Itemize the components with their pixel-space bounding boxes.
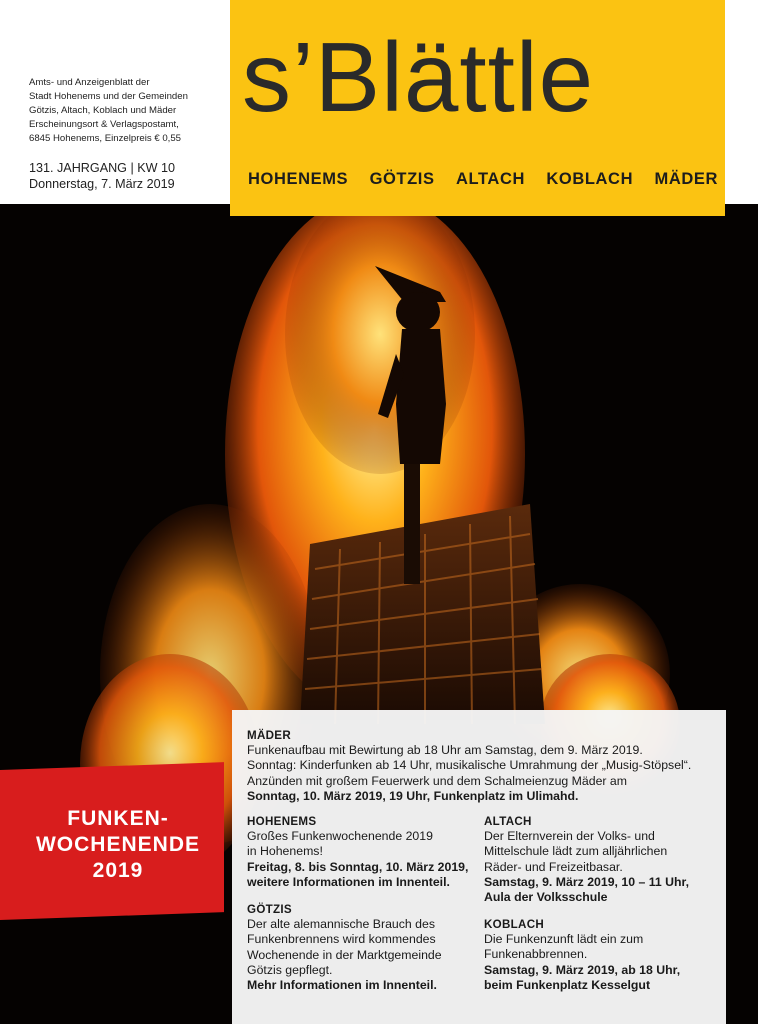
event-date: Mehr Informationen im Innenteil. bbox=[247, 978, 437, 993]
event-altach bbox=[484, 814, 719, 905]
town-label: GÖTZIS bbox=[369, 170, 435, 188]
event-goetzis bbox=[247, 902, 477, 993]
event-text: Funkenbrennens wird kommendes bbox=[247, 932, 436, 947]
masthead bbox=[230, 0, 725, 216]
event-date: Aula der Volksschule bbox=[484, 890, 608, 905]
issue-volume: 131. JAHRGANG | KW 10 bbox=[29, 161, 176, 175]
imprint bbox=[29, 76, 224, 146]
banner-line: 2019 bbox=[92, 859, 144, 882]
event-text: Götzis gepflegt. bbox=[247, 962, 333, 977]
event-date: weitere Informationen im Innenteil. bbox=[247, 874, 450, 889]
town-label: HOHENEMS bbox=[248, 170, 349, 188]
imprint-line: Amts- und Anzeigenblatt der bbox=[29, 77, 150, 88]
imprint-line: Götzis, Altach, Koblach und Mäder bbox=[29, 105, 177, 116]
event-date: Sonntag, 10. März 2019, 19 Uhr, Funkenplatz im Ulimahd. bbox=[247, 788, 579, 803]
event-text: Räder- und Freizeitbasar. bbox=[484, 859, 623, 874]
town-label: KOBLACH bbox=[546, 170, 634, 188]
event-text: Mittelschule lädt zum alljährlichen bbox=[484, 844, 668, 859]
banner-line: FUNKEN- bbox=[67, 807, 169, 830]
event-text: Anzünden mit großem Feuerwerk und dem Schalmeienzug Mäder am bbox=[247, 773, 628, 788]
town-list bbox=[248, 170, 718, 189]
imprint-line: Stadt Hohenems und der Gemeinden bbox=[29, 91, 188, 102]
imprint-line: 6845 Hohenems, Einzelpreis € 0,55 bbox=[29, 133, 181, 144]
event-date: Samstag, 9. März 2019, ab 18 Uhr, bbox=[484, 962, 681, 977]
event-maeder bbox=[247, 728, 717, 804]
event-date: Samstag, 9. März 2019, 10 – 11 Uhr, bbox=[484, 874, 690, 889]
event-date: beim Funkenplatz Kesselgut bbox=[484, 977, 651, 992]
banner-line: WOCHENENDE bbox=[35, 833, 200, 856]
event-heading: KOBLACH bbox=[484, 918, 545, 931]
issue-date: Donnerstag, 7. März 2019 bbox=[29, 177, 175, 191]
event-heading: ALTACH bbox=[484, 815, 532, 828]
event-text: Wochenende in der Marktgemeinde bbox=[247, 947, 442, 962]
event-text: Der Elternverein der Volks- und bbox=[484, 829, 655, 844]
event-heading: HOHENEMS bbox=[247, 815, 317, 828]
event-date: Freitag, 8. bis Sonntag, 10. März 2019, bbox=[247, 859, 469, 874]
town-label: MÄDER bbox=[654, 170, 718, 188]
event-text: in Hohenems! bbox=[247, 844, 323, 859]
masthead-title: s’Blättle bbox=[242, 22, 595, 132]
event-hohenems bbox=[247, 814, 477, 890]
event-text: Funkenaufbau mit Bewirtung ab 18 Uhr am Samstag, dem 9. März 2019. bbox=[247, 743, 643, 758]
event-text: Die Funkenzunft lädt ein zum bbox=[484, 932, 644, 947]
town-label: ALTACH bbox=[456, 170, 525, 188]
issue-info bbox=[29, 160, 219, 192]
imprint-line: Erscheinungsort & Verlagspostamt, bbox=[29, 119, 179, 130]
event-text: Großes Funkenwochenende 2019 bbox=[247, 829, 433, 844]
event-info-box bbox=[232, 710, 726, 1024]
event-heading: GÖTZIS bbox=[247, 903, 292, 916]
event-koblach bbox=[484, 917, 719, 993]
event-text: Der alte alemannische Brauch des bbox=[247, 917, 435, 932]
funken-banner bbox=[14, 806, 222, 884]
event-heading: MÄDER bbox=[247, 729, 292, 742]
event-text: Funkenabbrennen. bbox=[484, 947, 588, 962]
event-text: Sonntag: Kinderfunken ab 14 Uhr, musikalische Umrahmung der „Musig-Stöpsel“. bbox=[247, 758, 692, 773]
